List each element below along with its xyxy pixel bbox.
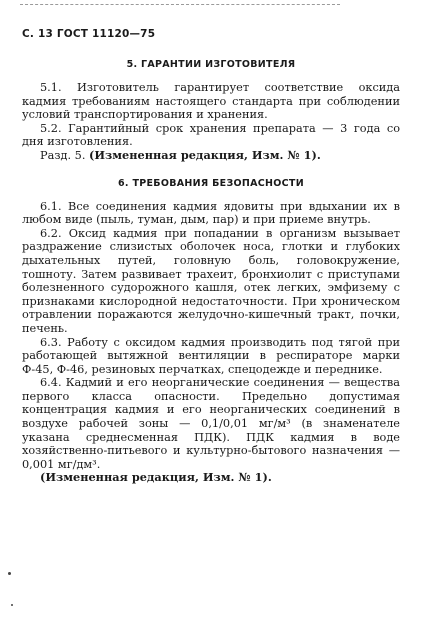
scan-artifact-line xyxy=(20,4,340,6)
document-page xyxy=(22,28,400,485)
paragraph-amendment-6: (Измененная редакция, Изм. № 1). xyxy=(40,470,272,485)
paragraph-5-1: 5.1. Изготовитель гарантирует соответствие оксида кадмия требованиям настоящего стандарта при соблюдении условий транспортирования и хранения. xyxy=(22,81,400,122)
amendment-note: (Измененная редакция, Изм. № 1). xyxy=(89,147,321,162)
amendment-prefix: Разд. 5. xyxy=(40,148,90,162)
scan-speck xyxy=(8,572,11,575)
paragraph-5-2: 5.2. Гарантийный срок хранения препарата — 3 года со дня изготовления. xyxy=(22,121,400,149)
section-6-title: 6. ТРЕБОВАНИЯ БЕЗОПАСНОСТИ xyxy=(118,177,304,189)
scan-speck xyxy=(11,604,13,606)
paragraph-6-2: 6.2. Оксид кадмия при попадании в организм вызывает раздражение слизистых оболочек носа, глотки и глубоких дыхательных путей, головную боль, головокружение, тошноту. Затем развивает трахеит, бронхиолит с приступами болезненного судорожного кашля, отек легких, эмфизему с признаками кислородной недостаточности. При хроническом отравлении поражаются желудочно-кишечный тракт, почки, печень. xyxy=(22,226,400,335)
section-5-title: 5. ГАРАНТИИ ИЗГОТОВИТЕЛЯ xyxy=(126,59,296,70)
paragraph-6-3: 6.3. Работу с оксидом кадмия производить под тягой при работающей вытяжной вентиляции в респираторе марки Ф-45, Ф-46, резиновых перчатках, спецодежде и переднике. xyxy=(22,335,400,376)
paragraph-6-4: 6.4. Кадмий и его неорганические соединения — вещества первого класса опасности. Предельно допустимая концентрация кадмия и его неорганических соединений в воздухе рабочей зоны — 0,1/0,01 мг/м³ (в знаменателе указана среднесменная ПДК). ПДК кадмия в воде хозяйственно-питьевого и культурно-бытового назначения — 0,001 мг/дм³. xyxy=(22,376,400,471)
running-head: С. 13 ГОСТ 11120—75 xyxy=(22,28,156,40)
paragraph-6-1: 6.1. Все соединения кадмия ядовиты при вдыхании их в любом виде (пыль, туман, дым, пар) и при приеме внутрь. xyxy=(22,199,400,227)
paragraph-amendment-5 xyxy=(22,149,400,163)
